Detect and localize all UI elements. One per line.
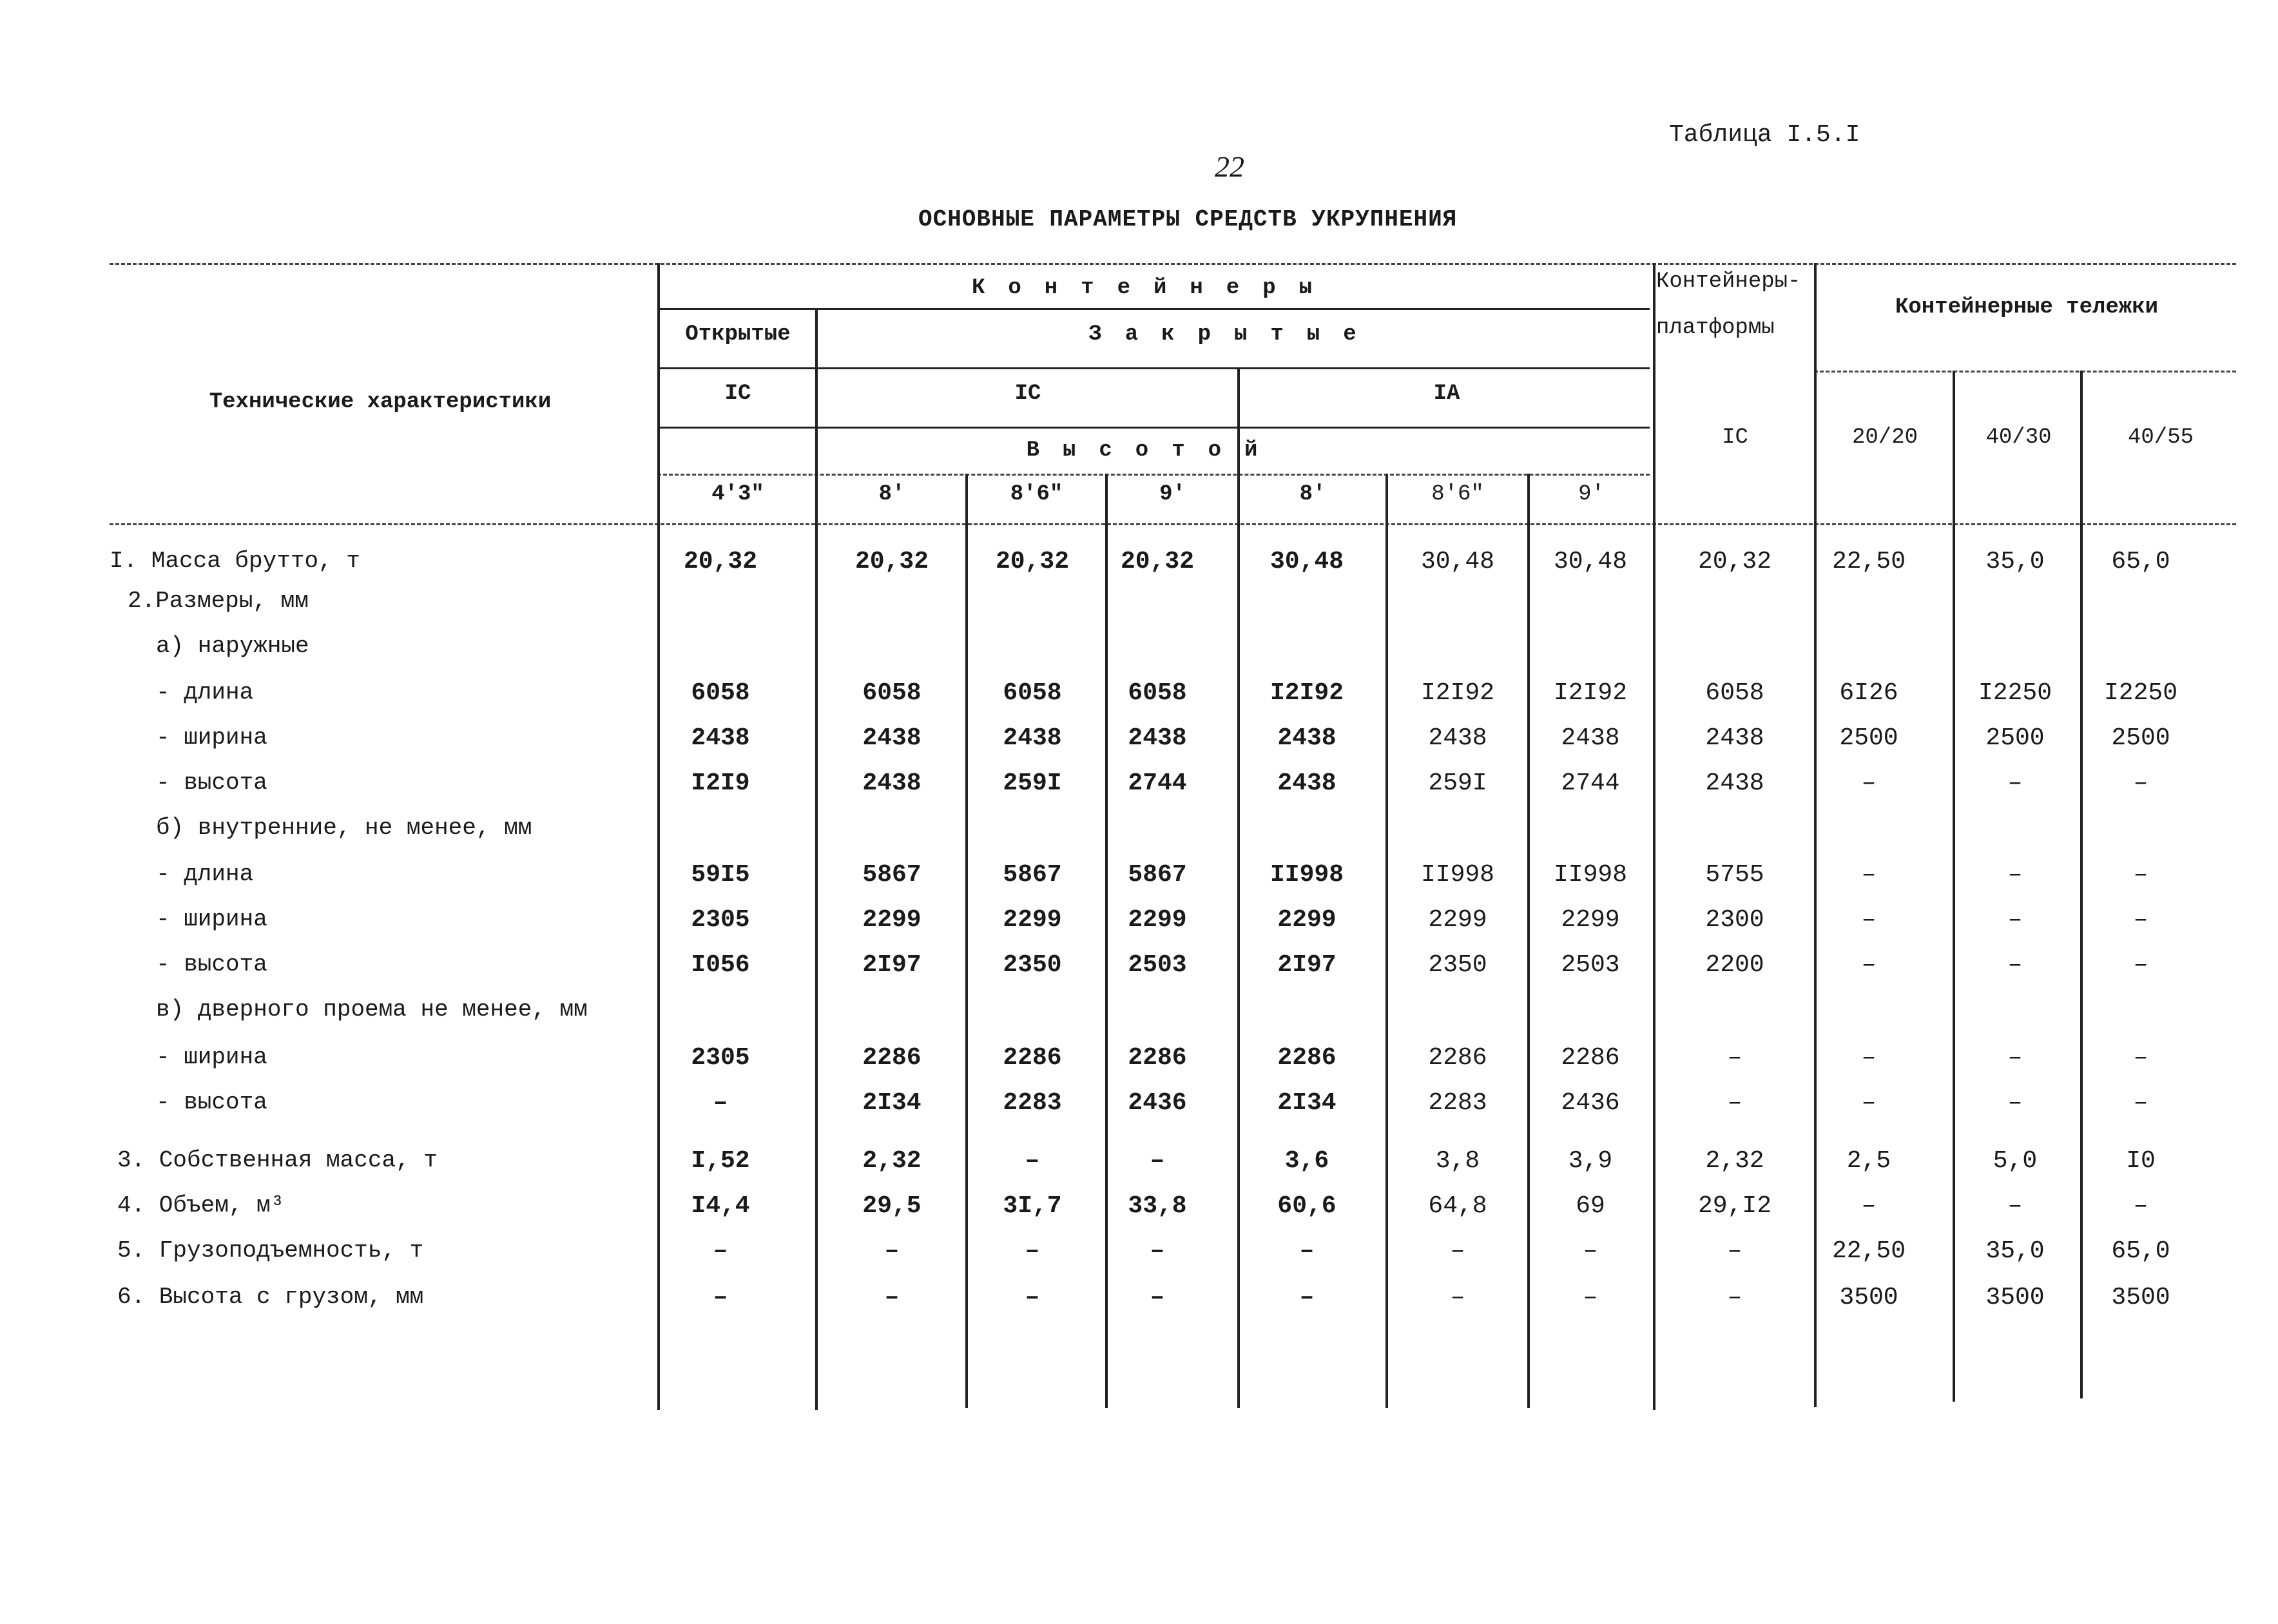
row-cell: I,52 xyxy=(691,1147,750,1175)
row-cell: 69 xyxy=(1576,1192,1605,1220)
row-cell: 2438 xyxy=(862,769,922,797)
row-cell: 30,48 xyxy=(1269,548,1344,575)
row-cell: 2299 xyxy=(1277,906,1337,934)
row-cell: 2I97 xyxy=(862,951,922,979)
row-cell: 2500 xyxy=(1985,724,2045,752)
row-cell: – xyxy=(713,1284,728,1311)
row-cell: 2I34 xyxy=(862,1089,922,1117)
row-cell: 2286 xyxy=(1561,1044,1620,1072)
row-cell: 2,32 xyxy=(862,1147,922,1175)
row-cell: 3,6 xyxy=(1284,1147,1329,1175)
row-label: - высота xyxy=(156,1089,267,1116)
row-cell: I2250 xyxy=(2103,679,2178,707)
row-cell: 2438 xyxy=(1277,769,1337,797)
row-cell: 2744 xyxy=(1128,769,1187,797)
row-cell: I2I92 xyxy=(1269,679,1344,707)
header-h-8-6: 8'6" xyxy=(1010,482,1063,507)
row-cell: – xyxy=(2007,861,2023,889)
table-row xyxy=(0,1192,2278,1231)
row-cell: 5867 xyxy=(862,861,922,889)
row-cell: 2500 xyxy=(1839,724,1898,752)
row-cell: 2283 xyxy=(1003,1089,1062,1117)
row-cell: 6I26 xyxy=(1839,679,1898,707)
row-cell: 2I34 xyxy=(1277,1089,1337,1117)
row-label: - длина xyxy=(156,861,254,887)
row-cell: – xyxy=(1861,861,1877,889)
row-cell: II998 xyxy=(1269,861,1344,889)
table-row xyxy=(0,815,2278,853)
header-height: Высотой xyxy=(1026,438,1281,463)
header-platforms-type: IC xyxy=(1722,425,1748,450)
row-cell: – xyxy=(1150,1147,1165,1175)
header-containers: Контейнеры xyxy=(971,276,1336,300)
row-cell: 259I xyxy=(1003,769,1062,797)
row-cell: 2286 xyxy=(862,1044,922,1072)
row-cell: 3500 xyxy=(1985,1284,2045,1311)
row-cell: – xyxy=(1861,1089,1877,1117)
table-row xyxy=(0,633,2278,672)
rule-height xyxy=(657,427,1650,429)
row-label: 2.Размеры, мм xyxy=(128,588,309,614)
row-cell: – xyxy=(2133,906,2148,934)
row-cell: 2300 xyxy=(1705,906,1764,934)
rule-heights-top xyxy=(657,474,1650,476)
row-cell: 64,8 xyxy=(1428,1192,1487,1220)
row-cell: – xyxy=(1450,1237,1465,1265)
row-cell: – xyxy=(1861,769,1877,797)
row-label: - длина xyxy=(156,679,254,706)
header-open: Открытые xyxy=(685,322,791,347)
header-platforms-2: платформы xyxy=(1656,316,1775,340)
row-cell: 22,50 xyxy=(1831,1237,1906,1265)
row-cell: I056 xyxy=(691,951,750,979)
row-cell: 35,0 xyxy=(1985,1237,2045,1265)
row-cell: 2299 xyxy=(862,906,922,934)
row-cell: 2438 xyxy=(1128,724,1187,752)
row-cell: 2I97 xyxy=(1277,951,1337,979)
row-cell: 2438 xyxy=(1705,769,1764,797)
rule-containers xyxy=(657,308,1650,310)
row-label: 3. Собственная масса, т xyxy=(117,1147,438,1174)
row-cell: – xyxy=(884,1237,900,1265)
row-cell: – xyxy=(2007,769,2023,797)
table-row xyxy=(0,724,2278,763)
row-cell: – xyxy=(2007,1192,2023,1220)
row-cell: 2283 xyxy=(1428,1089,1487,1117)
row-label: 5. Грузоподъемность, т xyxy=(117,1237,424,1264)
row-label: а) наружные xyxy=(156,633,309,659)
row-cell: 29,5 xyxy=(862,1192,922,1220)
row-label: - ширина xyxy=(156,906,267,933)
table-row xyxy=(0,951,2278,990)
row-cell: 30,48 xyxy=(1553,548,1628,575)
row-label: - ширина xyxy=(156,724,267,751)
row-cell: – xyxy=(1299,1284,1315,1311)
row-cell: II998 xyxy=(1420,861,1495,889)
row-cell: 259I xyxy=(1428,769,1487,797)
row-cell: I2I92 xyxy=(1420,679,1495,707)
table-row xyxy=(0,861,2278,900)
row-cell: 2286 xyxy=(1128,1044,1187,1072)
row-cell: 2438 xyxy=(1561,724,1620,752)
row-cell: 29,I2 xyxy=(1697,1192,1772,1220)
row-cell: – xyxy=(1025,1284,1040,1311)
table-row xyxy=(0,1089,2278,1128)
row-cell: – xyxy=(2007,951,2023,979)
row-label: - ширина xyxy=(156,1044,267,1070)
row-cell: 35,0 xyxy=(1985,548,2045,575)
table-row xyxy=(0,679,2278,718)
row-cell: 3I,7 xyxy=(1003,1192,1062,1220)
row-cell: 2200 xyxy=(1705,951,1764,979)
row-cell: 20,32 xyxy=(683,548,758,575)
table-row xyxy=(0,906,2278,945)
row-cell: 20,32 xyxy=(1120,548,1195,575)
header-cart-40-55: 40/55 xyxy=(2127,425,2194,450)
row-cell: 3500 xyxy=(1839,1284,1898,1311)
row-cell: 2438 xyxy=(862,724,922,752)
row-cell: 2500 xyxy=(2111,724,2170,752)
row-label: б) внутренние, не менее, мм xyxy=(156,815,532,841)
row-cell: – xyxy=(2133,769,2148,797)
row-cell: – xyxy=(1583,1284,1598,1311)
row-cell: 3,8 xyxy=(1435,1147,1480,1175)
row-cell: 20,32 xyxy=(854,548,929,575)
row-cell: – xyxy=(1861,1192,1877,1220)
row-cell: 2503 xyxy=(1561,951,1620,979)
table-row xyxy=(0,588,2278,626)
header-h-9: 9' xyxy=(1159,482,1186,507)
table-row xyxy=(0,1044,2278,1083)
row-cell: 22,50 xyxy=(1831,548,1906,575)
row-cell: – xyxy=(1727,1089,1742,1117)
header-ia: IA xyxy=(1433,382,1460,406)
table-row xyxy=(0,1237,2278,1276)
row-cell: 6058 xyxy=(691,679,750,707)
row-label: - высота xyxy=(156,769,267,796)
row-label: - высота xyxy=(156,951,267,978)
row-cell: I0 xyxy=(2126,1147,2156,1175)
row-cell: 2286 xyxy=(1277,1044,1337,1072)
row-cell: 2436 xyxy=(1128,1089,1187,1117)
row-cell: 5867 xyxy=(1003,861,1062,889)
row-cell: 2350 xyxy=(1428,951,1487,979)
table-row xyxy=(0,996,2278,1035)
row-cell: – xyxy=(2007,1044,2023,1072)
table-row xyxy=(0,1147,2278,1186)
row-cell: 3,9 xyxy=(1568,1147,1613,1175)
row-cell: – xyxy=(713,1237,728,1265)
row-cell: II998 xyxy=(1553,861,1628,889)
header-cart-20-20: 20/20 xyxy=(1851,425,1918,450)
row-cell: – xyxy=(1025,1237,1040,1265)
row-cell: – xyxy=(1727,1237,1742,1265)
row-cell: – xyxy=(1025,1147,1040,1175)
rule-types xyxy=(657,367,1650,369)
row-cell: – xyxy=(1727,1284,1742,1311)
row-cell: – xyxy=(2007,1089,2023,1117)
row-label: I. Масса брутто, т xyxy=(110,548,360,574)
row-cell: 2503 xyxy=(1128,951,1187,979)
row-cell: 2438 xyxy=(1277,724,1337,752)
row-cell: 2438 xyxy=(691,724,750,752)
row-cell: 30,48 xyxy=(1420,548,1495,575)
header-ic-closed: IC xyxy=(1014,382,1041,406)
row-cell: 2,5 xyxy=(1846,1147,1891,1175)
row-cell: 2299 xyxy=(1561,906,1620,934)
row-cell: – xyxy=(1450,1284,1465,1311)
row-label: в) дверного проема не менее, мм xyxy=(156,996,588,1023)
header-carts: Контейнерные тележки xyxy=(1895,295,2159,320)
row-cell: 2305 xyxy=(691,1044,750,1072)
row-cell: 59I5 xyxy=(691,861,750,889)
row-cell: 2299 xyxy=(1428,906,1487,934)
row-cell: 2305 xyxy=(691,906,750,934)
row-cell: – xyxy=(1861,951,1877,979)
row-cell: 2286 xyxy=(1003,1044,1062,1072)
row-cell: I2I9 xyxy=(691,769,750,797)
row-cell: 60,6 xyxy=(1277,1192,1337,1220)
row-label: 4. Объем, м³ xyxy=(117,1192,285,1219)
row-cell: I4,4 xyxy=(691,1192,750,1220)
row-cell: – xyxy=(1861,906,1877,934)
row-cell: 2299 xyxy=(1128,906,1187,934)
table-reference: Таблица I.5.I xyxy=(1669,121,1860,149)
row-cell: 6058 xyxy=(862,679,922,707)
row-cell: 5,0 xyxy=(1993,1147,2038,1175)
row-cell: 5755 xyxy=(1705,861,1764,889)
header-ia-h-8-6: 8'6" xyxy=(1431,482,1484,507)
row-cell: – xyxy=(2133,951,2148,979)
page-number: 22 xyxy=(1215,150,1244,183)
row-cell: 5867 xyxy=(1128,861,1187,889)
row-cell: I2I92 xyxy=(1553,679,1628,707)
header-ic-open: IC xyxy=(724,382,751,406)
row-cell: – xyxy=(2133,1192,2148,1220)
row-cell: – xyxy=(1583,1237,1598,1265)
header-closed: Закрытые xyxy=(1088,322,1380,347)
row-cell: – xyxy=(1727,1044,1742,1072)
header-ia-h-8: 8' xyxy=(1299,482,1326,507)
row-cell: 6058 xyxy=(1705,679,1764,707)
header-ia-h-9: 9' xyxy=(1578,482,1605,507)
header-tech-char: Технические характеристики xyxy=(209,390,552,414)
row-cell: 2438 xyxy=(1705,724,1764,752)
row-cell: 2744 xyxy=(1561,769,1620,797)
row-cell: – xyxy=(1299,1237,1315,1265)
header-h-8: 8' xyxy=(878,482,905,507)
row-cell: – xyxy=(2133,1044,2148,1072)
row-cell: 2350 xyxy=(1003,951,1062,979)
row-cell: 65,0 xyxy=(2111,1237,2170,1265)
header-h-4-3: 4'3" xyxy=(711,482,764,507)
row-cell: 3500 xyxy=(2111,1284,2170,1311)
row-cell: 2438 xyxy=(1428,724,1487,752)
row-cell: – xyxy=(884,1284,900,1311)
row-cell: 2438 xyxy=(1003,724,1062,752)
header-bottom-rule xyxy=(110,523,2236,525)
row-cell: – xyxy=(2133,861,2148,889)
row-cell: – xyxy=(2133,1089,2148,1117)
row-cell: 2299 xyxy=(1003,906,1062,934)
row-cell: 33,8 xyxy=(1128,1192,1187,1220)
row-cell: – xyxy=(713,1089,728,1117)
row-cell: 2,32 xyxy=(1705,1147,1764,1175)
row-cell: 65,0 xyxy=(2111,548,2170,575)
header-cart-40-30: 40/30 xyxy=(1985,425,2052,450)
row-cell: 2436 xyxy=(1561,1089,1620,1117)
row-cell: – xyxy=(1150,1237,1165,1265)
row-cell: 20,32 xyxy=(1697,548,1772,575)
header-platforms-1: Контейнеры- xyxy=(1656,269,1801,294)
row-cell: 6058 xyxy=(1128,679,1187,707)
row-cell: 2286 xyxy=(1428,1044,1487,1072)
table-title: ОСНОВНЫЕ ПАРАМЕТРЫ СРЕДСТВ УКРУПНЕНИЯ xyxy=(918,206,1458,233)
table-top-rule xyxy=(110,263,2236,265)
table-row xyxy=(0,548,2278,586)
row-cell: I2250 xyxy=(1978,679,2052,707)
row-cell: 20,32 xyxy=(995,548,1070,575)
row-cell: – xyxy=(1861,1044,1877,1072)
row-cell: – xyxy=(2007,906,2023,934)
table-row xyxy=(0,1284,2278,1322)
rule-carts xyxy=(1814,371,2236,372)
table-row xyxy=(0,769,2278,808)
row-cell: 6058 xyxy=(1003,679,1062,707)
row-cell: – xyxy=(1150,1284,1165,1311)
row-label: 6. Высота с грузом, мм xyxy=(117,1284,424,1310)
